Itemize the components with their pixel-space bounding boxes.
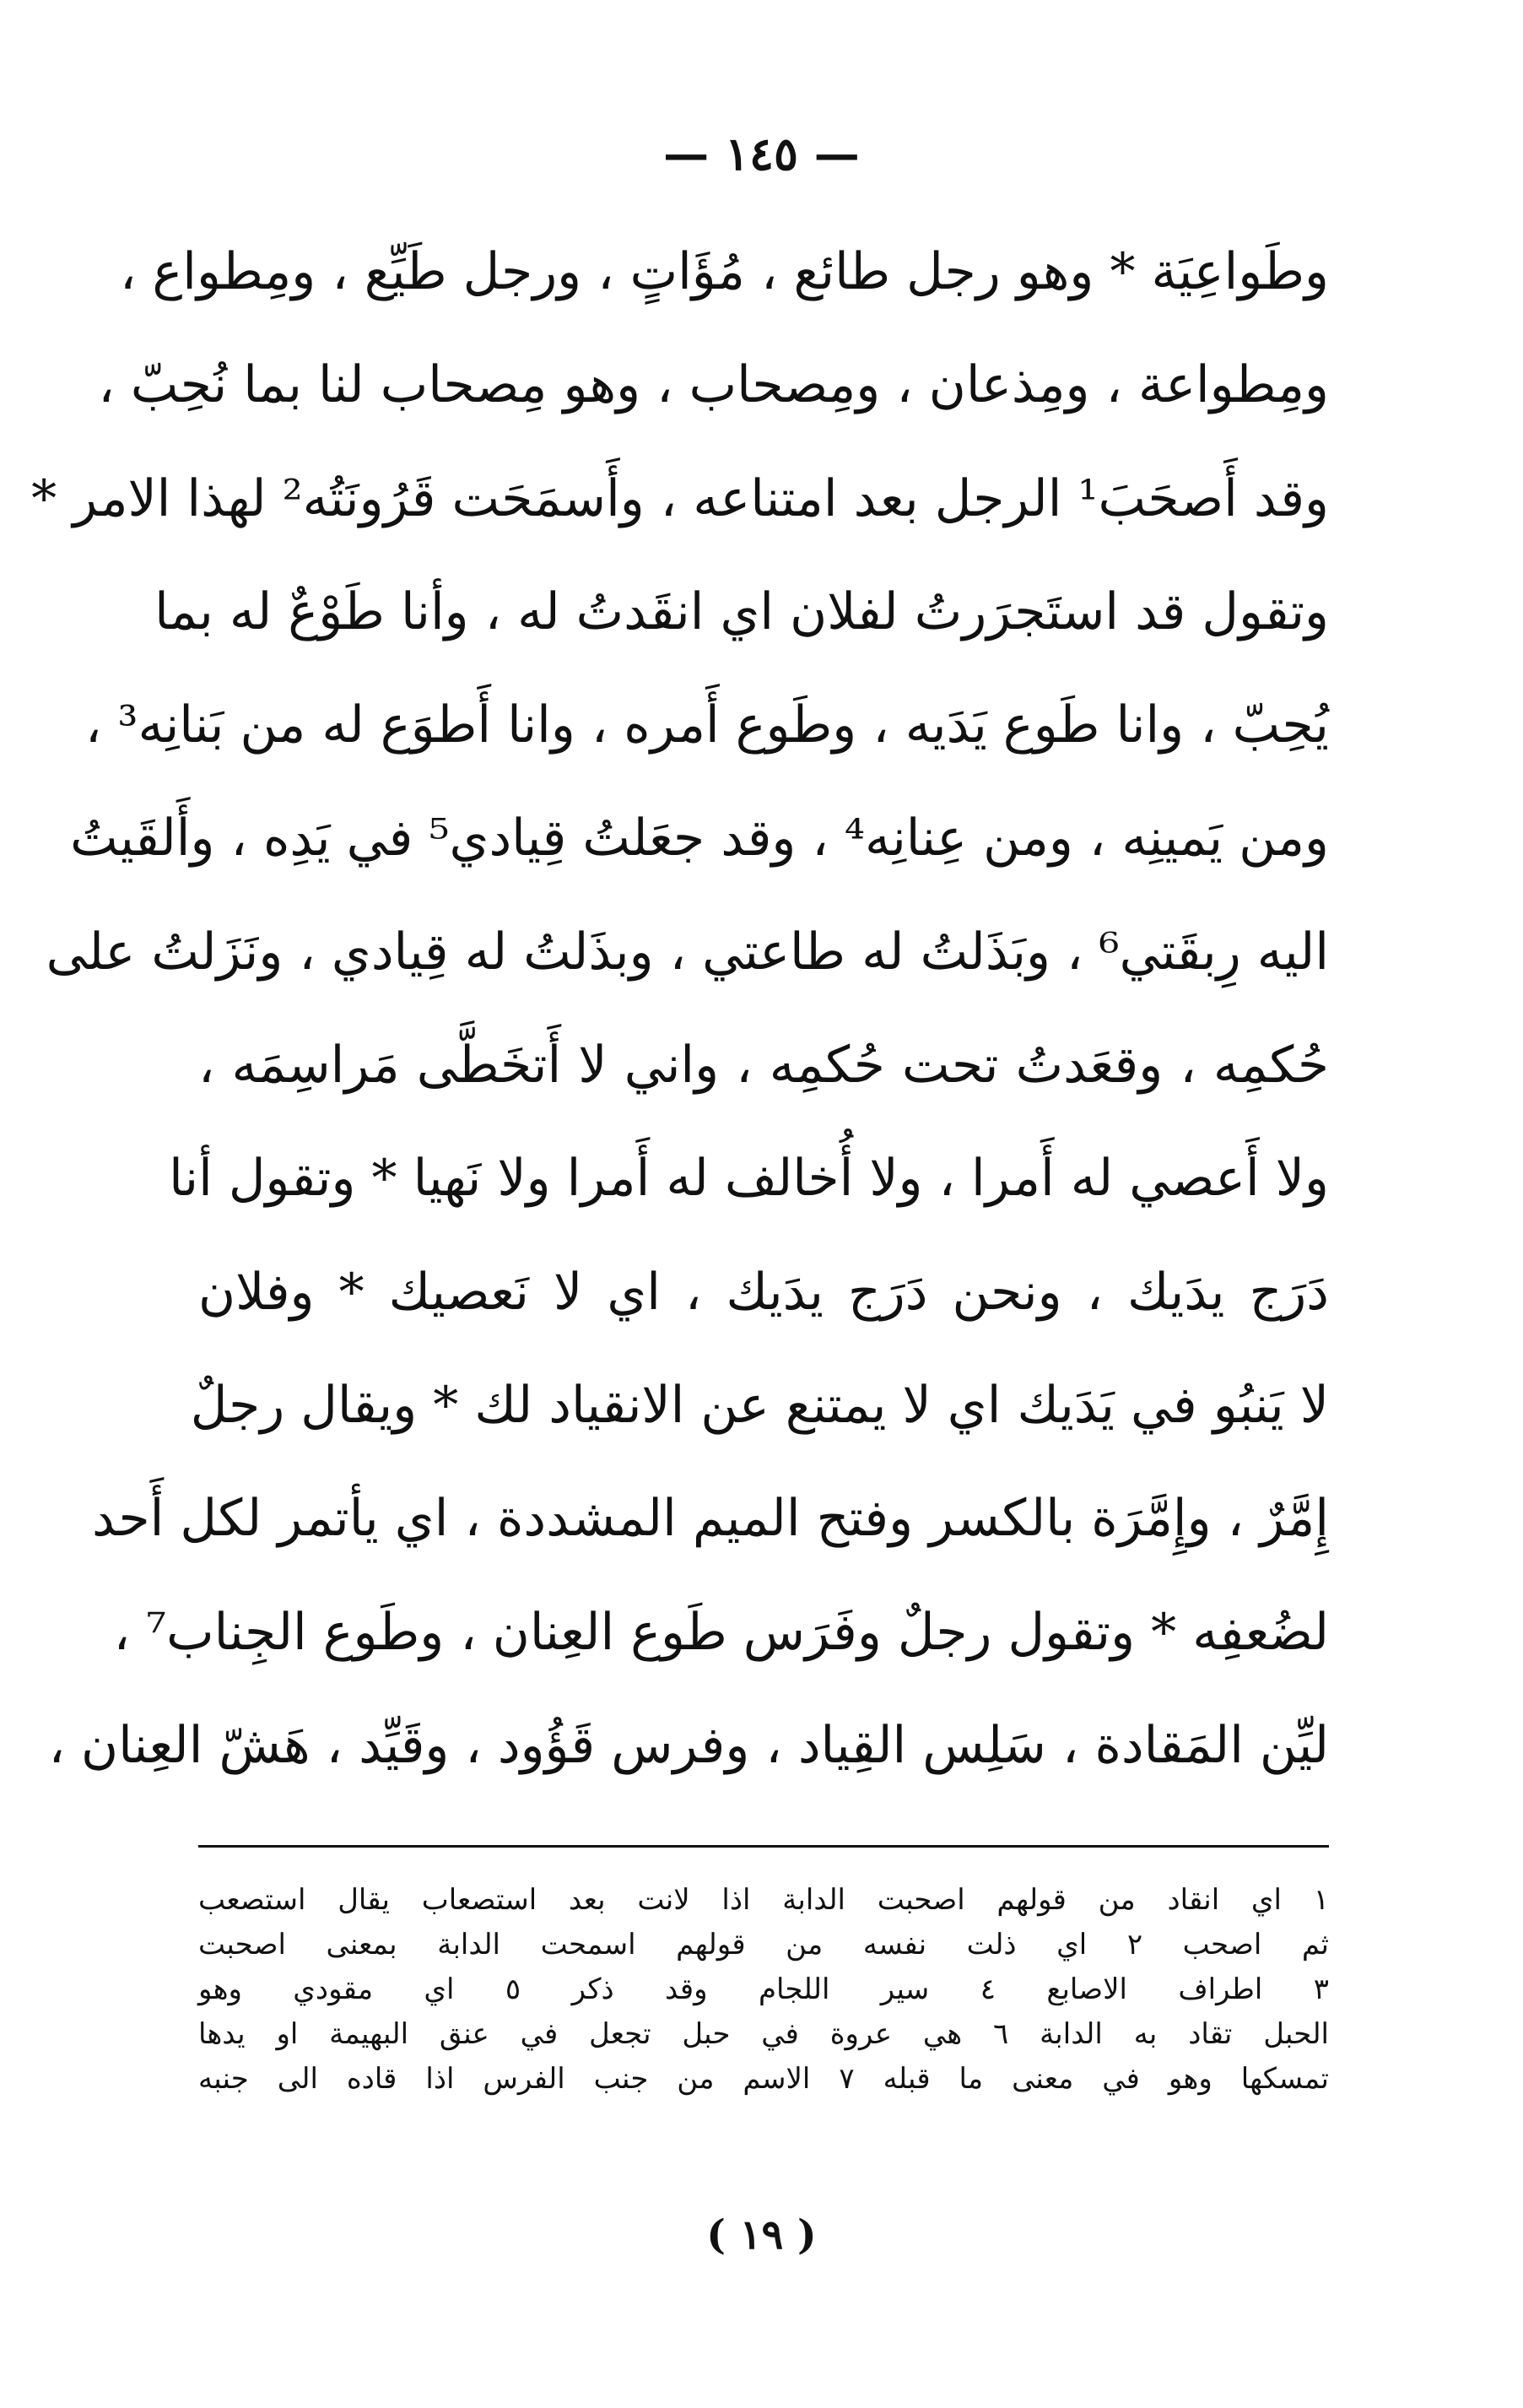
text-line: لا يَنبُو في يَدَيك اي لا يمتنع عن الانقياد لك * ويقال رجلٌ: [190, 1375, 1329, 1435]
text-line: اليه رِبقَتي⁶ ، وبَذَلتُ له طاعتي ، وبذَلتُ له قِيادي ، ونَزَلتُ على: [46, 922, 1329, 982]
text-line: وتقول قد استَجرَرتُ لفلان اي انقَدتُ له ، وأنا طَوْعٌ له بما: [154, 582, 1329, 641]
body-text: [31, 215, 1329, 1802]
text-line: دَرَج يدَيك ، ونحن دَرَج يدَيك ، اي لا نَعصيك * وفلان: [198, 1262, 1329, 1322]
text-line: ومن يَمينِه ، ومن عِنانِه⁴ ، وقد جعَلتُ قِيادي⁵ في يَدِه ، وأَلقَيتُ: [70, 809, 1329, 869]
text-line: يُحِبّ ، وانا طَوع يَدَيه ، وطَوع أَمره ، وانا أَطوَع له من بَنانِه³ ،: [84, 695, 1329, 755]
footnote-divider: [198, 1845, 1329, 1848]
text-line: وطَواعِيَة * وهو رجل طائع ، مُؤَاتٍ ، ورجل طَيِّع ، ومِطواع ،: [120, 242, 1329, 301]
footnote-line: ثم اصحب ٢ اي ذلت نفسه من قولهم اسمحت الدابة بمعنى اصحبت: [198, 1928, 1330, 1962]
signature-mark: ( ١٩ ): [706, 2211, 817, 2259]
text-line: ومِطواعة ، ومِذعان ، ومِصحاب ، وهو مِصحاب لنا بما نُحِبّ ،: [98, 355, 1329, 415]
text-line: وقد أَصحَبَ¹ الرجل بعد امتناعه ، وأَسمَحَت قَرُونَتُه² لهذا الامر *: [31, 468, 1329, 528]
text-line: إِمَّرٌ ، وإِمَّرَة بالكسر وفتح الميم المشددة ، اي يأتمر لكل أَحد: [92, 1489, 1329, 1549]
footnote-line: ١ اي انقاد من قولهم اصحبت الدابة اذا لانت بعد استصعاب يقال استصعب: [198, 1883, 1329, 1917]
text-line: حُكمِه ، وقعَدتُ تحت حُكمِه ، واني لا أَتخَطَّى مَراسِمَه ،: [198, 1036, 1329, 1096]
page-number: — ١٤٥ —: [663, 127, 860, 181]
footnote-line: تمسكها وهو في معنى ما قبله ٧ الاسم من جنب الفرس اذا قاده الى جنبه: [198, 2062, 1330, 2096]
footnote-line: ٣ اطراف الاصابع ٤ سير اللجام وقد ذكر ٥ اي مقودي وهو: [198, 1972, 1330, 2006]
text-line: لضُعفِه * وتقول رجلٌ وفَرَس طَوع العِنان ، وطَوع الجِناب⁷ ،: [113, 1602, 1329, 1662]
text-line: ليِّن المَقادة ، سَلِس القِياد ، وفرس قَؤُود ، وقَيِّد ، هَشّ العِنان ،: [48, 1715, 1329, 1775]
text-line: ولا أَعصي له أَمرا ، ولا أُخالف له أَمرا ولا نَهيا * وتقول أنا: [169, 1149, 1329, 1209]
footnotes: [198, 1878, 1329, 2102]
footnote-line: الحبل تقاد به الدابة ٦ هي عروة في حبل تجعل في عنق البهيمة او يدها: [198, 2017, 1329, 2051]
